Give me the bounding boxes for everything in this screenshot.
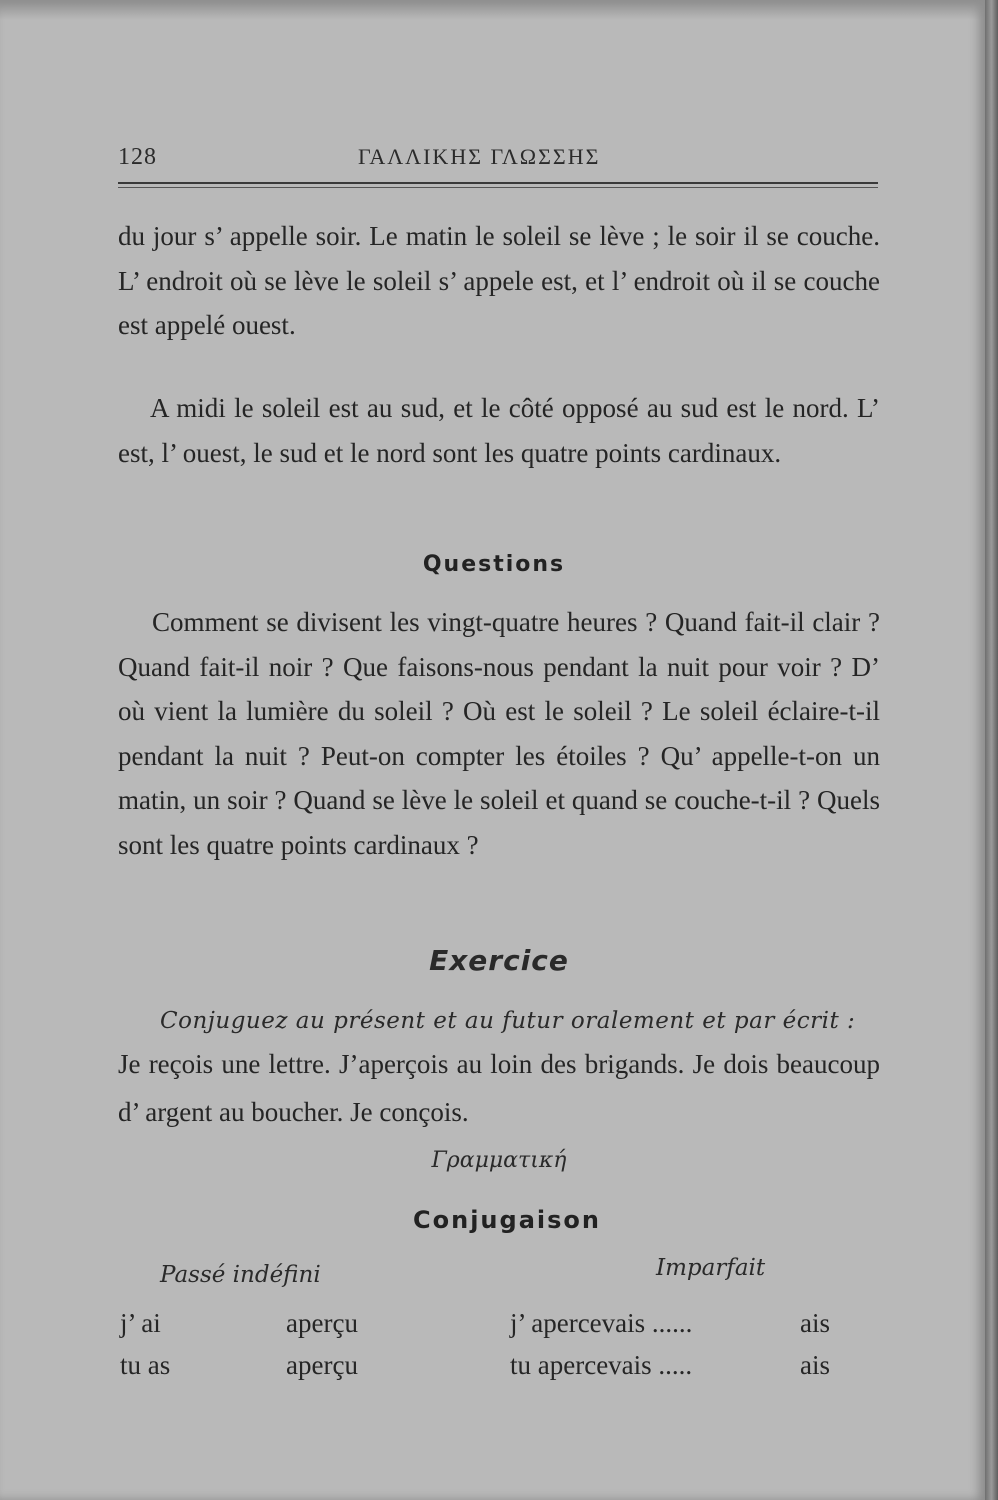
imparfait-title: Imparfait (656, 1255, 766, 1281)
page-top-shadow (0, 0, 985, 20)
page-edge (985, 0, 998, 1500)
conj-row-participle: aperçu (286, 1350, 358, 1380)
exercice-instruction: Conjuguez au présent et au futur oralement et par écrit : (160, 1008, 856, 1034)
questions-text: Comment se divisent les vingt-quatre heures ? Quand fait-il clair ? Quand fait-il noir ? Que faisons-nous pendant la nuit pour voir ? D’ où vient la lumière du soleil ? Où est le soleil ? Le soleil éclaire-t-il pendant la nuit ? Peut-on compter les étoiles ? Qu’ appelle-t-on un matin, un soir ? Quand se lève le soleil et quand se couche-t-il ? Quels sont les quatre points cardinaux ? (118, 607, 880, 860)
exercice-heading: Exercice (429, 944, 569, 977)
questions-heading: Questions (422, 552, 566, 577)
exercice-text: Je reçois une lettre. J’aperçois au loin des brigands. Je dois beaucoup d’ argent au boucher. Je conçois. (118, 1049, 880, 1127)
conj-row-ending: ais (800, 1350, 830, 1380)
conjugaison-heading: Conjugaison (413, 1206, 601, 1234)
conj-row-participle: aperçu (286, 1308, 358, 1338)
header-rule (118, 182, 878, 184)
conj-row-imparfait: j’ apercevais ...... (510, 1308, 693, 1338)
paragraph-1: du jour s’ appelle soir. Le matin le soleil se lève ; le soir il se couche. L’ endroit où se lève le soleil s’ appele est, et l’ endroit où il se couche est appelé ouest. (118, 221, 880, 340)
paragraph-2: A midi le soleil est au sud, et le côté opposé au sud est le nord. L’ est, l’ ouest, le sud et le nord sont les quatre points cardinaux. (118, 393, 880, 468)
header-rule-thin (118, 187, 878, 188)
conj-row-ending: ais (800, 1308, 830, 1338)
page-number: 128 (118, 144, 157, 170)
running-title: ΓΑΛΛΙΚΗΣ ΓΛΩΣΣΗΣ (358, 144, 601, 169)
page-header (118, 140, 878, 180)
grammar-greek-heading: Γραμματική (431, 1148, 567, 1173)
conj-row-pronoun: tu as (120, 1350, 171, 1380)
conj-row-imparfait: tu apercevais ..... (510, 1350, 693, 1380)
passe-indefini-title: Passé indéfini (160, 1262, 321, 1288)
conj-row-pronoun: j’ ai (120, 1308, 161, 1338)
